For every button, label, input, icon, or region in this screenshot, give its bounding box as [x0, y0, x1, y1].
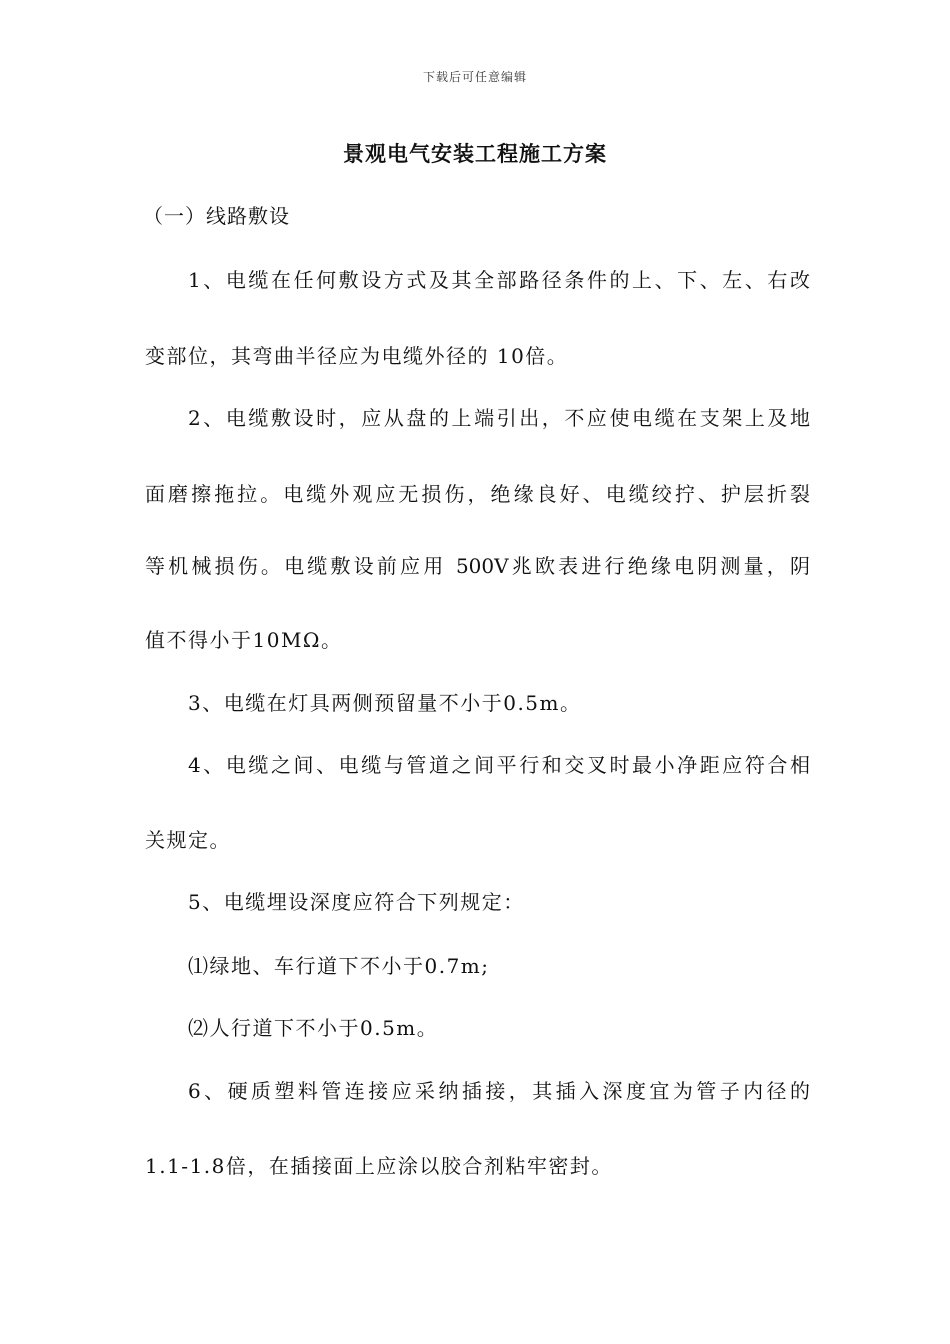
paragraph-6-line-2: 1.1-1.8倍，在插接面上应涂以胶合剂粘牢密封。	[145, 1154, 613, 1178]
header-note: 下载后可任意编辑	[422, 70, 527, 84]
paragraph-5-line-1: 5、电缆埋设深度应符合下列规定：	[188, 890, 525, 914]
page-title: 景观电气安装工程施工方案	[343, 141, 607, 166]
paragraph-1-line-2: 变部位，其弯曲半径应为电缆外径的 10倍。	[145, 344, 569, 368]
paragraph-2-line-4: 值不得小于10MΩ。	[145, 628, 343, 652]
list-item-1: ⑴绿地、车行道下不小于0.7m;	[188, 954, 490, 978]
paragraph-2-line-1: 2、电缆敷设时，应从盘的上端引出，不应使电缆在支架上及地	[188, 406, 810, 430]
paragraph-3-line-1: 3、电缆在灯具两侧预留量不小于0.5m。	[188, 691, 582, 715]
section-heading: （一）线路敷设	[143, 204, 290, 228]
paragraph-4-line-2: 关规定。	[145, 828, 231, 852]
paragraph-2-line-2: 面磨擦拖拉。电缆外观应无损伤，绝缘良好、电缆绞拧、护层折裂	[145, 482, 810, 506]
paragraph-1-line-1: 1、电缆在任何敷设方式及其全部路径条件的上、下、左、右改	[188, 268, 810, 292]
paragraph-6-line-1: 6、硬质塑料管连接应采纳插接，其插入深度宜为管子内径的	[188, 1079, 810, 1103]
paragraph-4-line-1: 4、电缆之间、电缆与管道之间平行和交叉时最小净距应符合相	[188, 753, 810, 777]
paragraph-2-line-3: 等机械损伤。电缆敷设前应用 500V兆欧表进行绝缘电阴测量，阴	[145, 554, 810, 578]
list-item-2: ⑵人行道下不小于0.5m。	[188, 1016, 439, 1040]
